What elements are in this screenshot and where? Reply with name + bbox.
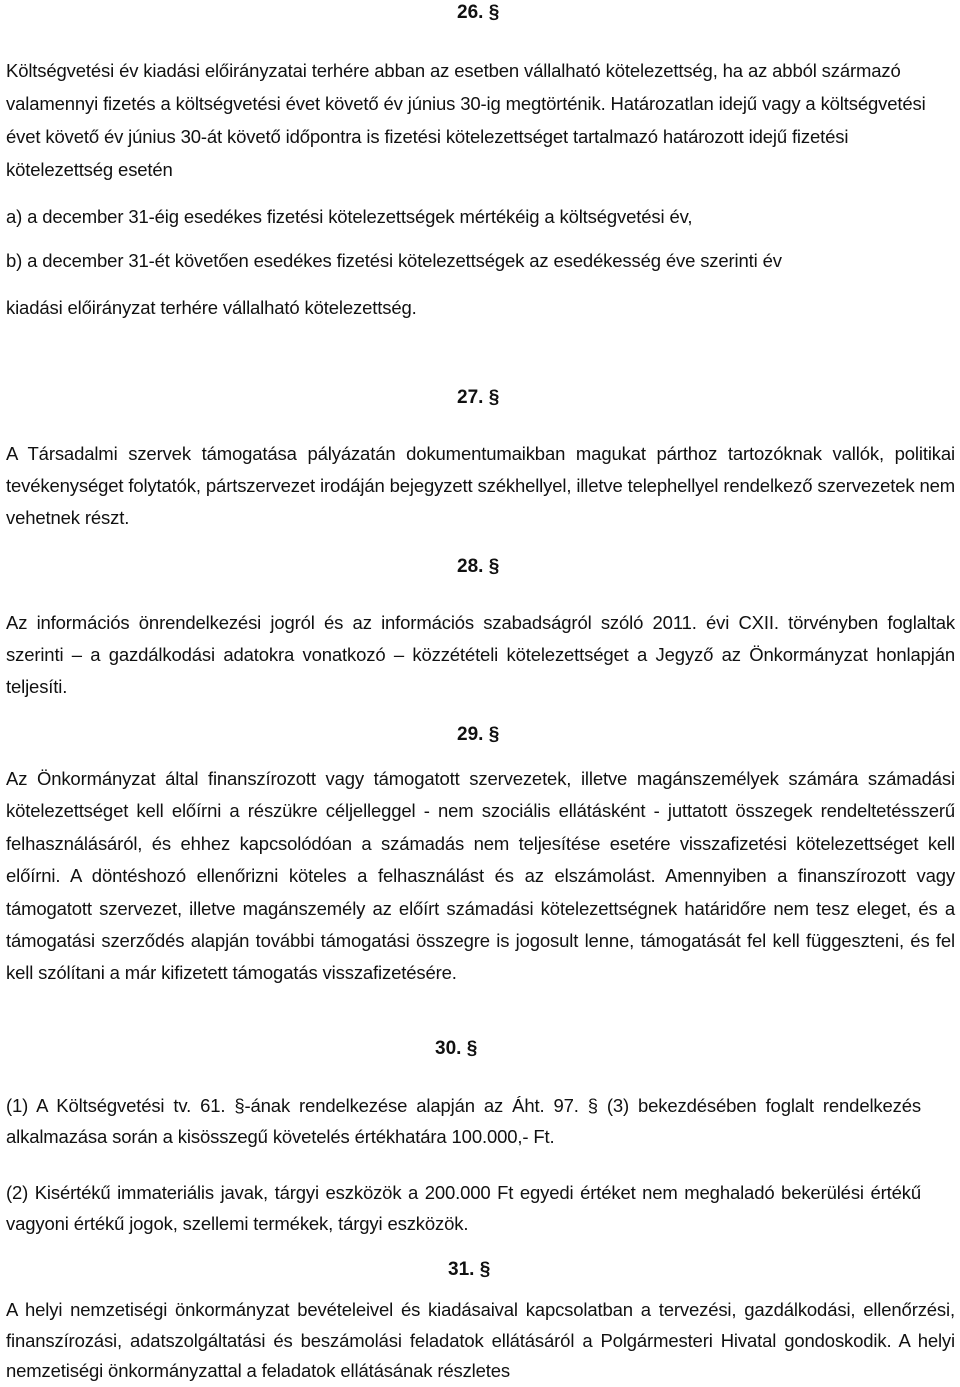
section-heading-30: 30. § [435,1038,478,1059]
paragraph-31: A helyi nemzetiségi önkormányzat bevételeivel és kiadásaival kapcsolatban a tervezési, gazdálkodási, ellenőrzési, finanszírozási, adatszolgáltatási és beszámolási feladatok ellátásáról a Polgármesteri Hivatal gondoskodik. A helyi nemzetiségi önkormányzattal a feladatok ellátásának részletes [6,1299,955,1381]
section-heading-28: 28. § [457,556,500,577]
paragraph-26-b: b) a december 31-ét követően esedékes fizetési kötelezettségek az esedékesség éve szerinti év [6,250,782,271]
paragraph-26-a: a) a december 31-éig esedékes fizetési kötelezettségek mértékéig a költségvetési év, [6,206,693,227]
section-heading-31: 31. § [448,1259,491,1280]
paragraph-30-1: (1) A Költségvetési tv. 61. §-ának rendelkezése alapján az Áht. 97. § (3) bekezdésében foglalt rendelkezés alkalmazása során a kisösszegű követelés értékhatára 100.000,- Ft. [6,1095,921,1147]
section-heading-27: 27. § [457,387,500,408]
paragraph-26-intro: Költségvetési év kiadási előirányzatai terhére abban az esetben vállalható kötelezettség, ha az abból származó valamennyi fizetés a költségvetési évet követő év június 30-ig megtörténik. Határozatlan idejű vagy a költségvetési évet követő év június 30-át követő időpontra is fizetési kötelezettséget tartalmazó határozott idejű fizetési kötelezettség esetén [6,60,926,180]
section-heading-26: 26. § [457,2,500,23]
paragraph-26-c: kiadási előirányzat terhére vállalható kötelezettség. [6,297,417,318]
section-heading-29: 29. § [457,724,500,745]
paragraph-29: Az Önkormányzat által finanszírozott vagy támogatott szervezetek, illetve magánszemélyek számára számadási kötelezettséget kell előírni a részükre céljelleggel - nem szociális ellátásként - juttatott összegek rendeltetésszerű felhasználásáról, és ehhez kapcsolódóan a számadás nem teljesítése esetére visszafizetési kötelezettséget kell előírni. A döntéshozó ellenőrizni köteles a felhasználást és az elszámolást. Amennyiben a finanszírozott vagy támogatott szervezet, illetve magánszemély az előírt számadási kötelezettségnek határidőre nem tesz eleget, és a támogatási szerződés alapján további támogatási összegre is jogosult lenne, támogatását fel kell függeszteni, és fel kell szólítani a már kifizetett támogatás visszafizetésére. [6,768,955,984]
paragraph-30-2: (2) Kisértékű immateriális javak, tárgyi eszközök a 200.000 Ft egyedi értéket nem meghaladó bekerülési értékű vagyoni értékű jogok, szellemi termékek, tárgyi eszközök. [6,1182,921,1234]
paragraph-27: A Társadalmi szervek támogatása pályázatán dokumentumaikban magukat párthoz tartozóknak vallók, politikai tevékenységet folytatók, pártszervezet irodáján bejegyzett székhellyel, illetve telephellyel rendelkező szervezetek nem vehetnek részt. [6,443,955,528]
paragraph-28: Az információs önrendelkezési jogról és az információs szabadságról szóló 2011. évi CXII. törvényben foglaltak szerinti – a gazdálkodási adatokra vonatkozó – közzétételi kötelezettséget a Jegyző az Önkormányzat honlapján teljesíti. [6,612,955,697]
